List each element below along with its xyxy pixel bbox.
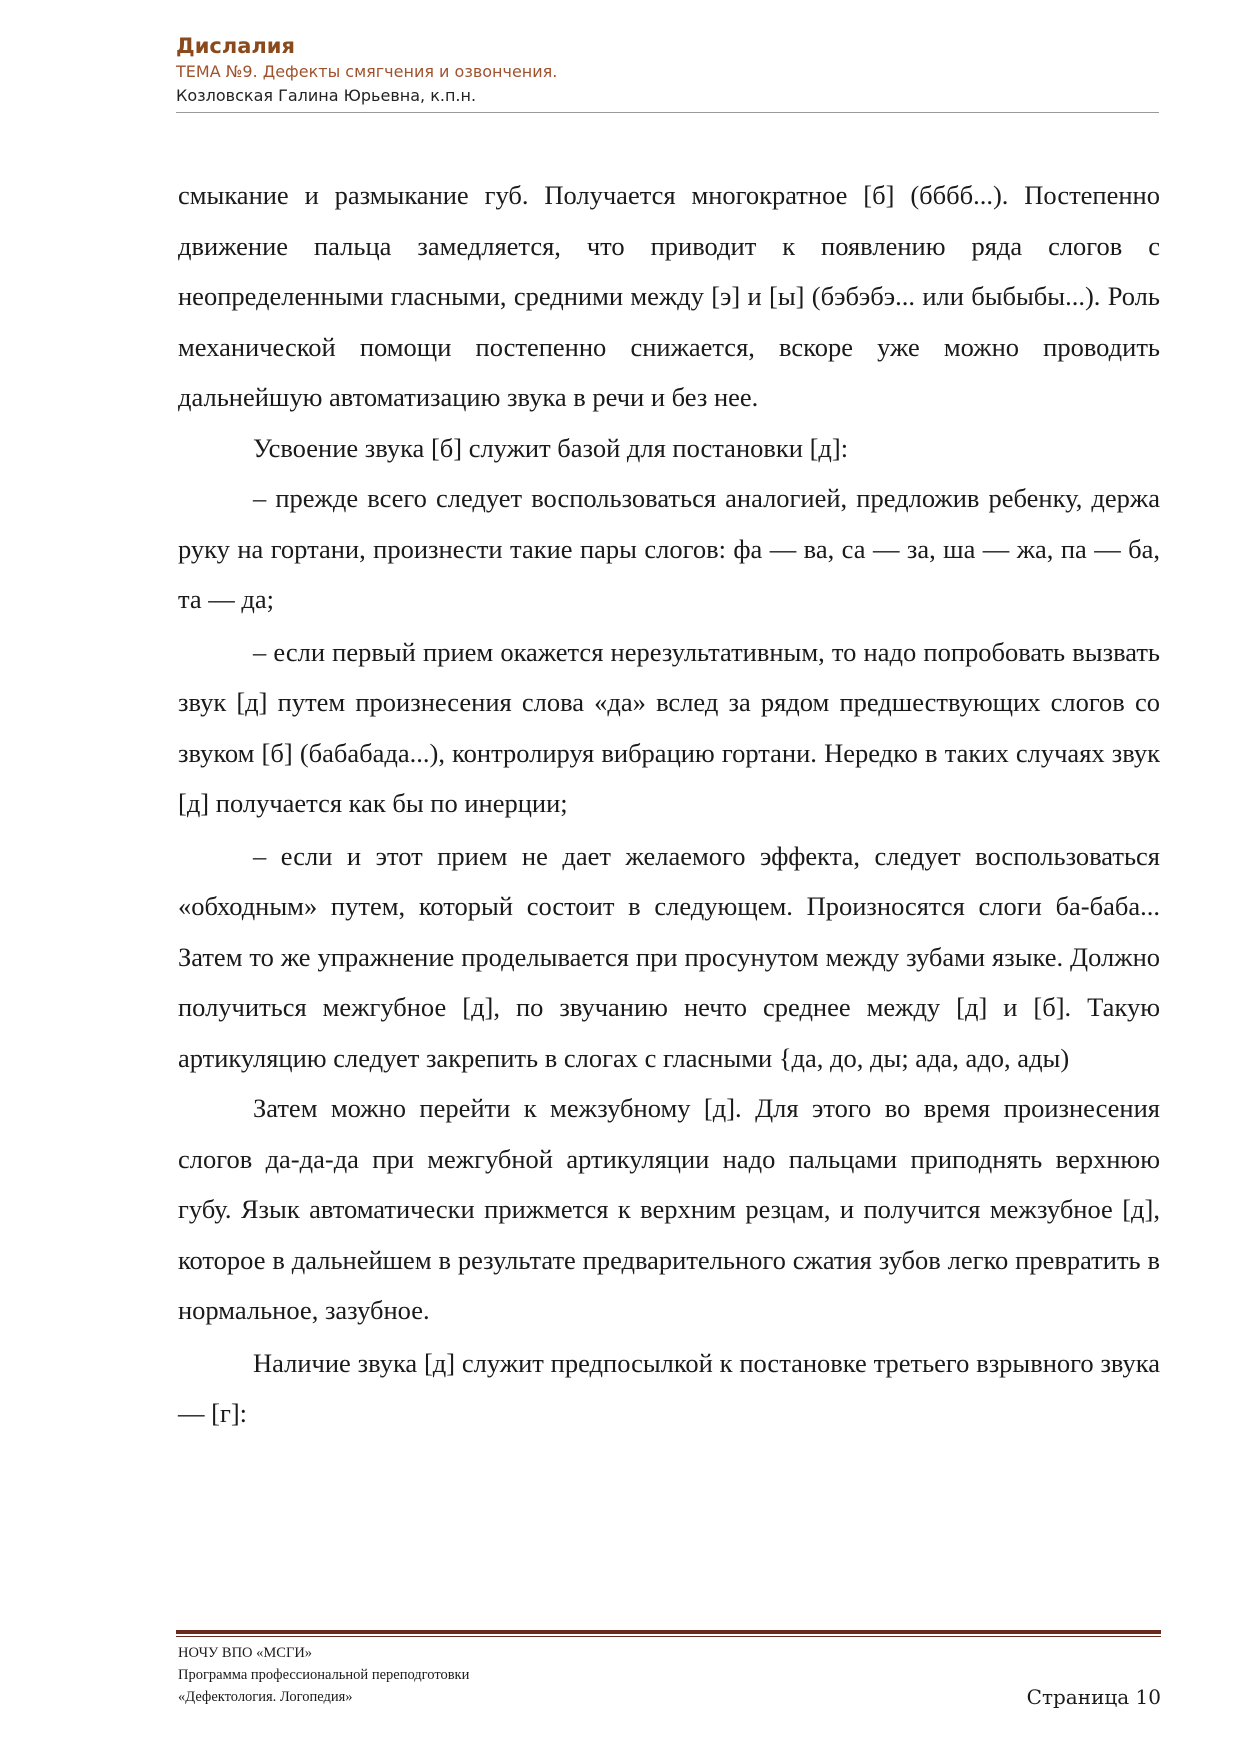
page-header bbox=[176, 32, 1159, 108]
footer-program: Программа профессиональной переподготовки bbox=[178, 1667, 470, 1683]
author-line: Козловская Галина Юрьевна, к.п.н. bbox=[176, 86, 477, 105]
footer-divider-thick bbox=[176, 1630, 1161, 1634]
footer-divider-thin bbox=[176, 1636, 1161, 1637]
paragraph-4: – если первый прием окажется нерезультативным, то надо попробовать вызвать звук [д] путем произнесения слова «да» вслед за рядом предшествующих слогов со звуком [б] (бабабада...), контролируя вибрацию гортани. Нередко в таких случаях звук [д] получается как бы по инерции; bbox=[178, 636, 1160, 818]
paragraph-2: Усвоение звука [б] служит базой для постановки [д]: bbox=[253, 432, 849, 463]
footer-course: «Дефектология. Логопедия» bbox=[178, 1689, 353, 1705]
paragraph-5: – если и этот прием не дает желаемого эффекта, следует воспользоваться «обходным» путем, который состоит в следующем. Произносятся слоги ба-баба... Затем то же упражнение проделывается при просунутом между зубами языке. Должно получиться межгубное [д], по звучанию нечто среднее между [д] и [б]. Такую артикуляцию следует закрепить в слогах с гласными {да, до, ды; ада, адо, ады) bbox=[178, 840, 1160, 1073]
page-footer bbox=[178, 1642, 1161, 1708]
document-title: Дислалия bbox=[176, 34, 295, 58]
header-divider bbox=[176, 112, 1159, 113]
paragraph-7: Наличие звука [д] служит предпосылкой к постановке третьего взрывного звука — [г]: bbox=[178, 1347, 1160, 1428]
paragraph-1: смыкание и размыкание губ. Получается многократное [б] (бббб...). Постепенно движение пальца замедляется, что приводит к появлению ряда слогов с неопределенными гласными, средними между [э] и [ы] (бэбэбэ... или быбыбы...). Роль механической помощи постепенно снижается, вскоре уже можно проводить дальнейшую автоматизацию звука в речи и без нее. bbox=[178, 180, 1160, 412]
paragraph-3: – прежде всего следует воспользоваться аналогией, предложив ребенку, держа руку на гортани, произнести такие пары слогов: фа — ва, са — за, ша — жа, па — ба, та — да; bbox=[178, 483, 1160, 614]
footer-org: НОЧУ ВПО «МСГИ» bbox=[178, 1645, 313, 1661]
page-number: Страница 10 bbox=[1026, 1685, 1161, 1709]
paragraph-6: Затем можно перейти к межзубному [д]. Для этого во время произнесения слогов да-да-да при межгубной артикуляции надо пальцами приподнять верхнюю губу. Язык автоматически прижмется к верхним резцам, и получится межзубное [д], которое в дальнейшем в результате предварительного сжатия зубов легко превратить в нормальное, зазубное. bbox=[178, 1093, 1160, 1325]
topic-title: ТЕМА №9. Дефекты смягчения и озвончения. bbox=[176, 62, 558, 81]
main-text bbox=[178, 170, 1160, 1439]
